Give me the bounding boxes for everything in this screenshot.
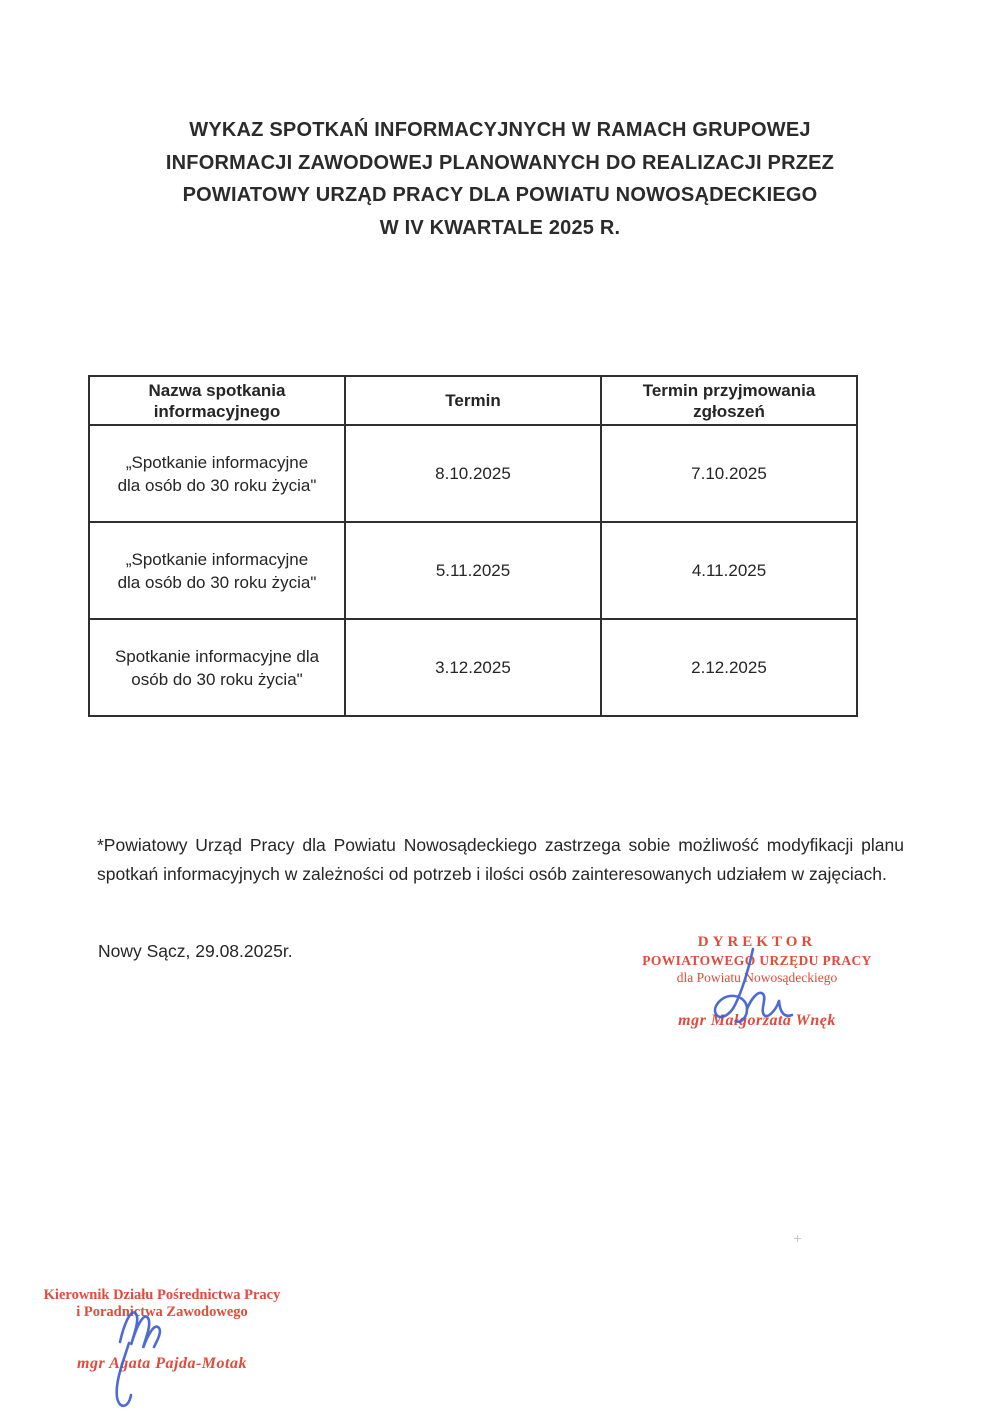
- meeting-date-cell: 8.10.2025: [345, 425, 601, 522]
- meeting-date-cell: 5.11.2025: [345, 522, 601, 619]
- scan-artifact-mark: +: [793, 1232, 803, 1245]
- table-header-row: [89, 376, 857, 425]
- meeting-name-cell: „Spotkanie informacyjne dla osób do 30 roku życia": [89, 425, 345, 522]
- place-date-line: Nowy Sącz, 29.08.2025r.: [98, 941, 293, 961]
- registration-deadline-cell: 4.11.2025: [601, 522, 857, 619]
- table-row: [89, 425, 857, 522]
- column-header-termin: Termin: [345, 376, 601, 425]
- meeting-date-cell: 3.12.2025: [345, 619, 601, 716]
- manager-stamp-line-2: i Poradnictwa Zawodowego: [76, 1304, 248, 1320]
- title-line-3: POWIATOWY URZĄD PRACY DLA POWIATU NOWOSĄDECKIEGO: [182, 184, 818, 206]
- document-title: [0, 114, 1000, 244]
- meetings-table: [88, 375, 858, 717]
- registration-deadline-cell: 2.12.2025: [601, 619, 857, 716]
- title-line-2: INFORMACJI ZAWODOWEJ PLANOWANYCH DO REALIZACJI PRZEZ: [165, 151, 835, 174]
- title-line-4: W IV KWARTALE 2025 R.: [379, 216, 621, 239]
- table-row: [89, 619, 857, 716]
- director-stamp: [628, 934, 886, 1030]
- footnote-text: *Powiatowy Urząd Pracy dla Powiatu Nowosądeckiego zastrzega sobie możliwość modyfikacji planu spotkań informacyjnych w zależności od potrzeb i ilości osób zainteresowanych udziałem w zajęciach.: [97, 835, 904, 884]
- manager-stamp: [42, 1287, 282, 1373]
- director-stamp-office: POWIATOWEGO URZĘDU PRACY: [642, 953, 872, 968]
- director-stamp-name: mgr Małgorzata Wnęk: [678, 1012, 836, 1029]
- manager-stamp-name: mgr Agata Pajda-Motak: [77, 1355, 247, 1372]
- table-row: [89, 522, 857, 619]
- column-header-name: Nazwa spotkania informacyjnego: [89, 376, 345, 425]
- meeting-name-cell: „Spotkanie informacyjne dla osób do 30 roku życia": [89, 522, 345, 619]
- director-stamp-region: dla Powiatu Nowosądeckiego: [676, 970, 838, 985]
- column-header-zgloszenia: Termin przyjmowania zgłoszeń: [601, 376, 857, 425]
- registration-deadline-cell: 7.10.2025: [601, 425, 857, 522]
- title-line-1: WYKAZ SPOTKAŃ INFORMACYJNYCH W RAMACH GRUPOWEJ: [189, 119, 811, 141]
- manager-stamp-line-1: Kierownik Działu Pośrednictwa Pracy: [43, 1287, 281, 1303]
- director-stamp-title: DYREKTOR: [697, 934, 817, 950]
- meeting-name-cell: Spotkanie informacyjne dla osób do 30 roku życia": [89, 619, 345, 716]
